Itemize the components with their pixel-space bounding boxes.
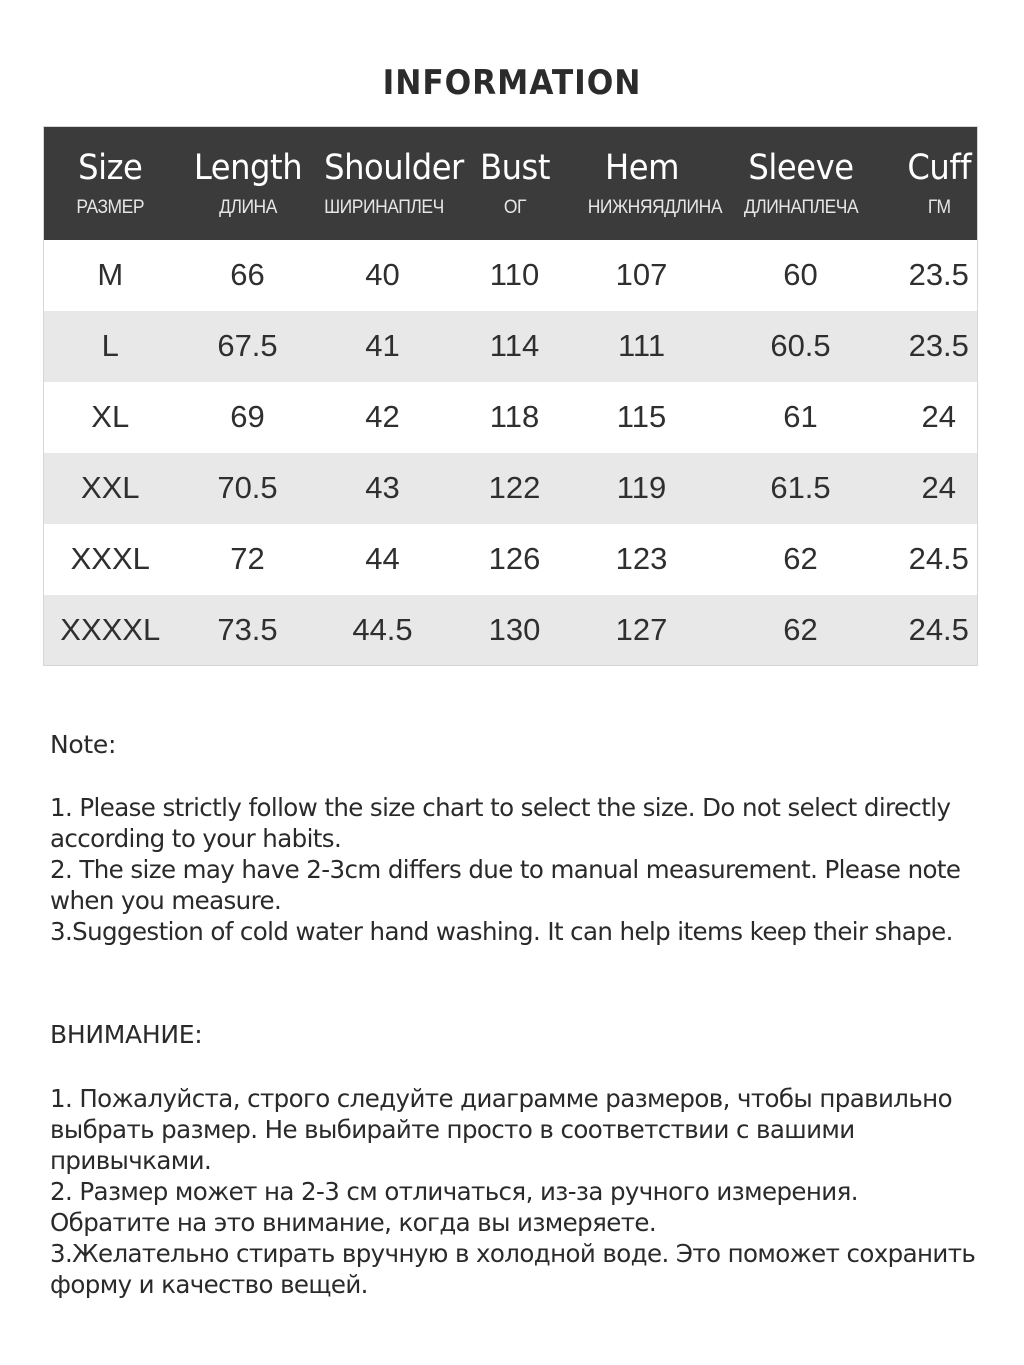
note-english [50, 730, 980, 947]
header-hem: Hem НИЖНЯЯДЛИНА [587, 148, 722, 219]
note-item: 1. Please strictly follow the size chart to select the size. Do not select directly according to your habits. [50, 793, 951, 853]
table-row [44, 311, 978, 382]
table-row [44, 453, 978, 524]
header-bust: Bust ОГ [479, 148, 550, 219]
cell-bust: 126 [488, 541, 541, 576]
cell-size: XL [91, 399, 130, 434]
cell-cuff: 24.5 [908, 541, 969, 576]
cell-hem: 127 [615, 611, 668, 647]
cell-sleeve: 62 [783, 611, 818, 647]
table-row [44, 382, 978, 453]
cell-length: 73.5 [217, 611, 278, 647]
cell-length: 66 [230, 257, 265, 292]
cell-sleeve: 62 [783, 541, 818, 576]
table-row [44, 240, 978, 311]
header-size: Size РАЗМЕР [76, 148, 145, 219]
cell-length: 72 [230, 541, 265, 576]
cell-sleeve: 61 [783, 399, 818, 434]
note-item: 3.Желательно стирать вручную в холодной воде. Это поможет сохранить форму и качество вещей. [50, 1239, 976, 1299]
cell-hem: 111 [617, 328, 666, 363]
cell-cuff: 23.5 [908, 328, 969, 363]
note-item: 2. The size may have 2-3cm differs due to manual measurement. Please note when you measure. [50, 855, 961, 915]
size-chart-table [43, 126, 978, 666]
cell-bust: 130 [488, 611, 541, 647]
note-list [50, 792, 980, 947]
cell-hem: 115 [616, 399, 667, 434]
note-russian [50, 1020, 980, 1300]
cell-size: XXXXL [60, 611, 161, 647]
cell-cuff: 23.5 [908, 257, 969, 292]
cell-sleeve: 60.5 [770, 328, 831, 363]
cell-shoulder: 40 [365, 257, 400, 292]
page-title: INFORMATION [382, 62, 642, 103]
cell-hem: 107 [615, 257, 668, 292]
header-sleeve: Sleeve ДЛИНАПЛЕЧА [743, 148, 858, 219]
header-length: Length ДЛИНА [193, 148, 302, 219]
cell-cuff: 24 [921, 470, 956, 505]
cell-bust: 118 [489, 399, 540, 434]
cell-sleeve: 60 [783, 257, 818, 292]
cell-size: XXL [80, 470, 140, 505]
cell-length: 67.5 [217, 328, 278, 363]
cell-shoulder: 44.5 [352, 611, 413, 647]
note-list [50, 1083, 980, 1300]
note-item: 3.Suggestion of cold water hand washing. It can help items keep their shape. [50, 917, 953, 946]
cell-shoulder: 43 [365, 470, 400, 505]
table-row [44, 524, 978, 595]
table-row [44, 595, 978, 666]
cell-shoulder: 41 [365, 328, 400, 363]
table-header-row [44, 127, 978, 240]
cell-size: M [97, 257, 124, 292]
header-shoulder: Shoulder ШИРИНАПЛЕЧ [323, 148, 464, 219]
note-item: 1. Пожалуйста, строго следуйте диаграмме размеров, чтобы правильно выбрать размер. Не выбирайте просто в соответствии с вашими привычками. [50, 1084, 952, 1175]
cell-bust: 114 [489, 328, 540, 363]
note-heading: ВНИМАНИЕ: [50, 1020, 203, 1049]
cell-shoulder: 42 [365, 399, 400, 434]
cell-bust: 110 [489, 257, 540, 292]
cell-hem: 119 [616, 470, 667, 505]
cell-size: XXXL [70, 541, 150, 576]
cell-sleeve: 61.5 [770, 470, 831, 505]
cell-shoulder: 44 [365, 541, 400, 576]
note-heading: Note: [50, 730, 117, 759]
cell-cuff: 24.5 [908, 611, 969, 647]
cell-bust: 122 [488, 470, 541, 505]
header-cuff: Cuff ГМ [906, 148, 971, 219]
note-item: 2. Размер может на 2-3 см отличаться, из-за ручного измерения. Обратите на это внимание, когда вы измеряете. [50, 1177, 858, 1237]
cell-length: 70.5 [217, 470, 278, 505]
cell-size: L [101, 328, 119, 363]
cell-length: 69 [230, 399, 265, 434]
cell-hem: 123 [615, 541, 668, 576]
cell-cuff: 24 [921, 399, 956, 434]
